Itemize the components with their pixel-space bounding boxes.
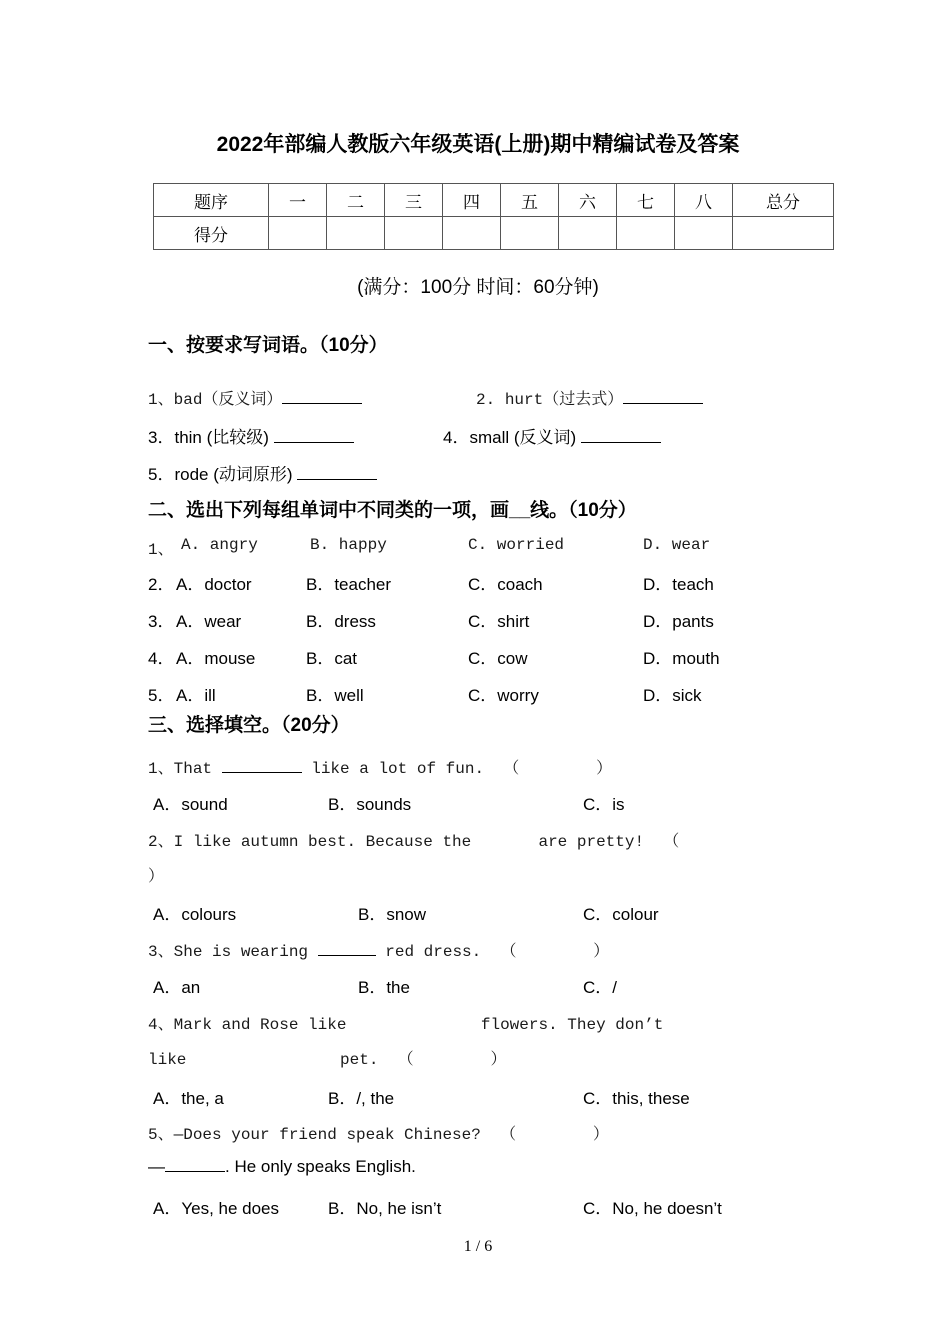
section3-q4-option-a[interactable]: A．the, a bbox=[153, 1089, 224, 1108]
section2-question-2-number: 2． bbox=[148, 575, 175, 594]
item-number: 5． bbox=[148, 465, 175, 484]
section3-q5-option-a[interactable]: A．Yes, he does bbox=[153, 1199, 280, 1218]
section1-item-1 bbox=[148, 386, 362, 409]
item-hint: （反义词） bbox=[202, 391, 283, 409]
section3-question-5-stem-line2 bbox=[148, 1157, 416, 1177]
section1-item-4 bbox=[443, 423, 661, 448]
score-table-col-5: 五 bbox=[501, 184, 559, 217]
score-cell-1[interactable] bbox=[269, 217, 327, 250]
item-hint: (反义词) bbox=[513, 428, 577, 447]
item-number: 4． bbox=[443, 428, 470, 447]
item-word: hurt bbox=[504, 391, 544, 409]
section3-question-1-stem bbox=[148, 755, 612, 778]
section3-question-3-stem bbox=[148, 938, 609, 961]
score-cell-4[interactable] bbox=[443, 217, 501, 250]
answer-blank-q5[interactable] bbox=[165, 1171, 225, 1172]
section2-q1-option-b[interactable]: B. happy bbox=[310, 536, 387, 554]
section3-q3-option-b[interactable]: B．the bbox=[358, 978, 410, 997]
section2-question-5-number: 5． bbox=[148, 686, 175, 705]
section2-q3-option-d[interactable]: D．pants bbox=[643, 612, 714, 631]
section2-question-3-number: 3． bbox=[148, 612, 175, 631]
item-number: 1、 bbox=[148, 391, 174, 409]
section3-q1-option-a[interactable]: A．sound bbox=[153, 795, 228, 814]
answer-blank-q3[interactable] bbox=[318, 955, 376, 956]
section3-q3-option-a[interactable]: A．an bbox=[153, 978, 201, 997]
section3-q2-option-a[interactable]: A．colours bbox=[153, 905, 237, 924]
section2-q4-option-c[interactable]: C．cow bbox=[468, 649, 528, 668]
answer-blank-1[interactable] bbox=[282, 403, 362, 404]
section1-item-3 bbox=[148, 423, 354, 448]
item-word: rode bbox=[174, 465, 209, 484]
section3-q1-option-b[interactable]: B．sounds bbox=[328, 795, 412, 814]
item-number: 2. bbox=[476, 391, 496, 409]
section3-q4-option-c[interactable]: C．this, these bbox=[583, 1089, 690, 1108]
section2-q1-option-c[interactable]: C. worried bbox=[468, 536, 565, 554]
section2-q3-option-b[interactable]: B．dress bbox=[306, 612, 376, 631]
stem-text: I like autumn best. Because the are pretty! （ bbox=[173, 833, 680, 851]
score-cell-7[interactable] bbox=[617, 217, 675, 250]
score-cell-5[interactable] bbox=[501, 217, 559, 250]
section3-q4-option-b[interactable]: B．/, the bbox=[328, 1089, 395, 1108]
section2-q4-option-a[interactable]: A．mouse bbox=[176, 649, 256, 668]
section-heading-3: 三、选择填空。（20分） bbox=[148, 715, 350, 736]
section3-question-4-stem-line1 bbox=[148, 1011, 663, 1034]
score-table-col-total: 总分 bbox=[733, 184, 834, 217]
stem-text: Mark and Rose like flowers. They don’t bbox=[173, 1016, 664, 1034]
score-table-col-4: 四 bbox=[443, 184, 501, 217]
stem-after: red dress. （ ） bbox=[375, 943, 610, 961]
answer-blank-3[interactable] bbox=[274, 442, 354, 443]
score-table-col-2: 二 bbox=[327, 184, 385, 217]
section3-q2-option-b[interactable]: B．snow bbox=[358, 905, 427, 924]
dash-prefix: — bbox=[148, 1157, 165, 1176]
score-cell-total[interactable] bbox=[733, 217, 834, 250]
section3-question-2-stem-line1 bbox=[148, 828, 679, 851]
item-word: bad bbox=[173, 391, 203, 409]
section2-q1-option-a[interactable]: A. angry bbox=[181, 536, 258, 554]
stem-after: like a lot of fun. （ ） bbox=[301, 760, 613, 778]
section2-q5-option-b[interactable]: B．well bbox=[306, 686, 364, 705]
section2-q2-option-b[interactable]: B．teacher bbox=[306, 575, 392, 594]
section2-q3-option-c[interactable]: C．shirt bbox=[468, 612, 530, 631]
score-table-col-1: 一 bbox=[269, 184, 327, 217]
score-cell-6[interactable] bbox=[559, 217, 617, 250]
table-row-scores bbox=[154, 217, 834, 250]
score-table bbox=[153, 183, 834, 250]
section3-q3-option-c[interactable]: C．/ bbox=[583, 978, 617, 997]
section2-q2-option-d[interactable]: D．teach bbox=[643, 575, 714, 594]
section1-item-5 bbox=[148, 460, 377, 485]
item-hint: (动词原形) bbox=[213, 465, 293, 484]
question-number: 4、 bbox=[148, 1016, 174, 1034]
question-number: 2、 bbox=[148, 833, 174, 851]
item-number: 3． bbox=[148, 428, 175, 447]
section3-question-5-stem-line1 bbox=[148, 1121, 609, 1144]
answer-blank-2[interactable] bbox=[623, 403, 703, 404]
stem-before: That bbox=[173, 760, 222, 778]
score-cell-3[interactable] bbox=[385, 217, 443, 250]
answer-blank-5[interactable] bbox=[297, 479, 377, 480]
section2-q5-option-d[interactable]: D．sick bbox=[643, 686, 702, 705]
section3-q1-option-c[interactable]: C．is bbox=[583, 795, 625, 814]
stem-text: —Does your friend speak Chinese? （ ） bbox=[173, 1126, 609, 1144]
question-number: 1、 bbox=[148, 760, 174, 778]
section2-q5-option-a[interactable]: A．ill bbox=[176, 686, 216, 705]
item-hint: （过去式） bbox=[543, 391, 624, 409]
section-heading-2: 二、选出下列每组单词中不同类的一项，画__线。（10分） bbox=[148, 500, 637, 521]
score-table-col-7: 七 bbox=[617, 184, 675, 217]
section3-question-2-stem-line2: ） bbox=[148, 868, 165, 886]
score-table-row-label: 题序 bbox=[154, 184, 269, 217]
stem-before: She is wearing bbox=[173, 943, 318, 961]
section2-q5-option-c[interactable]: C．worry bbox=[468, 686, 539, 705]
section2-q4-option-b[interactable]: B．cat bbox=[306, 649, 358, 668]
section2-q1-option-d[interactable]: D. wear bbox=[643, 536, 711, 554]
answer-blank-4[interactable] bbox=[581, 442, 661, 443]
score-table-col-3: 三 bbox=[385, 184, 443, 217]
page-title: 2022年部编人教版六年级英语(上册)期中精编试卷及答案 bbox=[216, 133, 740, 156]
score-table-col-8: 八 bbox=[675, 184, 733, 217]
section2-q2-option-a[interactable]: A．doctor bbox=[176, 575, 252, 594]
item-hint: (比较级) bbox=[206, 428, 269, 447]
table-row-header bbox=[154, 184, 834, 217]
stem-after: . He only speaks English. bbox=[225, 1157, 416, 1176]
section2-question-4-number: 4． bbox=[148, 649, 175, 668]
page-number-footer: 1 / 6 bbox=[463, 1238, 493, 1255]
section3-question-4-stem-line2: like pet. （ ） bbox=[148, 1051, 507, 1069]
score-table-row-label-score: 得分 bbox=[154, 217, 269, 250]
score-cell-2[interactable] bbox=[327, 217, 385, 250]
question-number: 3、 bbox=[148, 943, 174, 961]
answer-blank-q1[interactable] bbox=[222, 772, 302, 773]
section2-q4-option-d[interactable]: D．mouth bbox=[643, 649, 720, 668]
section1-item-2 bbox=[476, 386, 703, 409]
item-word: thin bbox=[174, 428, 202, 447]
score-table-col-6: 六 bbox=[559, 184, 617, 217]
section3-q5-option-b[interactable]: B．No, he isn’t bbox=[328, 1199, 442, 1218]
section2-question-1-number: 1、 bbox=[148, 541, 174, 559]
question-number: 5、 bbox=[148, 1126, 174, 1144]
section2-q2-option-c[interactable]: C．coach bbox=[468, 575, 543, 594]
section2-q3-option-a[interactable]: A．wear bbox=[176, 612, 242, 631]
exam-subtitle: (满分：100分 时间：60分钟) bbox=[357, 277, 599, 298]
section3-q5-option-c[interactable]: C．No, he doesn’t bbox=[583, 1199, 722, 1218]
item-word: small bbox=[469, 428, 510, 447]
section-heading-1: 一、按要求写词语。（10分） bbox=[148, 335, 388, 356]
score-cell-8[interactable] bbox=[675, 217, 733, 250]
section3-q2-option-c[interactable]: C．colour bbox=[583, 905, 659, 924]
